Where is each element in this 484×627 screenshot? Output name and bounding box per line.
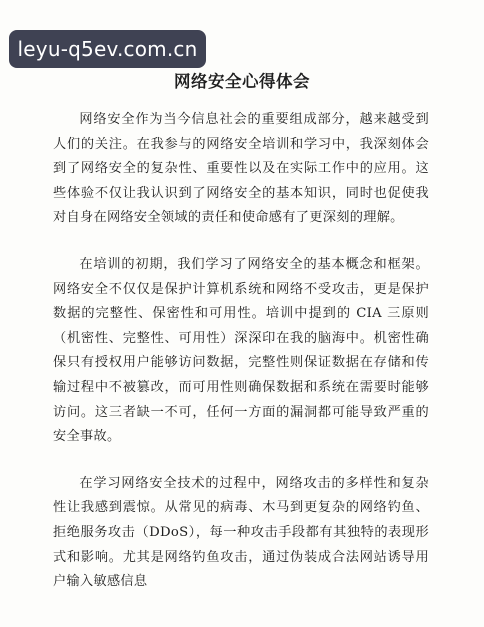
document-title: 网络安全心得体会 xyxy=(174,72,310,92)
paragraph-2: 在培训的初期，我们学习了网络安全的基本概念和框架。网络安全不仅仅是保护计算机系统和网络不受攻击，更是保护数据的完整性、保密性和可用性。培训中提到的 CIA 三原则（机密性、完整性、可用性）深深印在我的脑海中。机密性确保只有授权用户能够访问数据，完整性则保证数据在存储和传输过程中不被篡改，而可用性则确保数据和系统在需要时能够访问。这三者缺一不可，任何一方面的漏洞都可能导致严重的安全事故。 xyxy=(53,256,429,445)
document-body xyxy=(53,108,429,595)
watermark-label: leyu-q5ev.com.cn xyxy=(9,30,206,68)
paragraph-3: 在学习网络安全技术的过程中，网络攻击的多样性和复杂性让我感到震惊。从常见的病毒、木马到更复杂的网络钓鱼、拒绝服务攻击（DDoS），每一种攻击手段都有其独特的表现形式和影响。尤其是网络钓鱼攻击，通过伪装成合法网站诱导用户输入敏感信息 xyxy=(53,475,429,590)
paragraph-1: 网络安全作为当今信息社会的重要组成部分，越来越受到人们的关注。在我参与的网络安全培训和学习中，我深刻体会到了网络安全的复杂性、重要性以及在实际工作中的应用。这些体验不仅让我认识到了网络安全的基本知识，同时也促使我对自身在网络安全领域的责任和使命感有了更深刻的理解。 xyxy=(53,112,429,226)
